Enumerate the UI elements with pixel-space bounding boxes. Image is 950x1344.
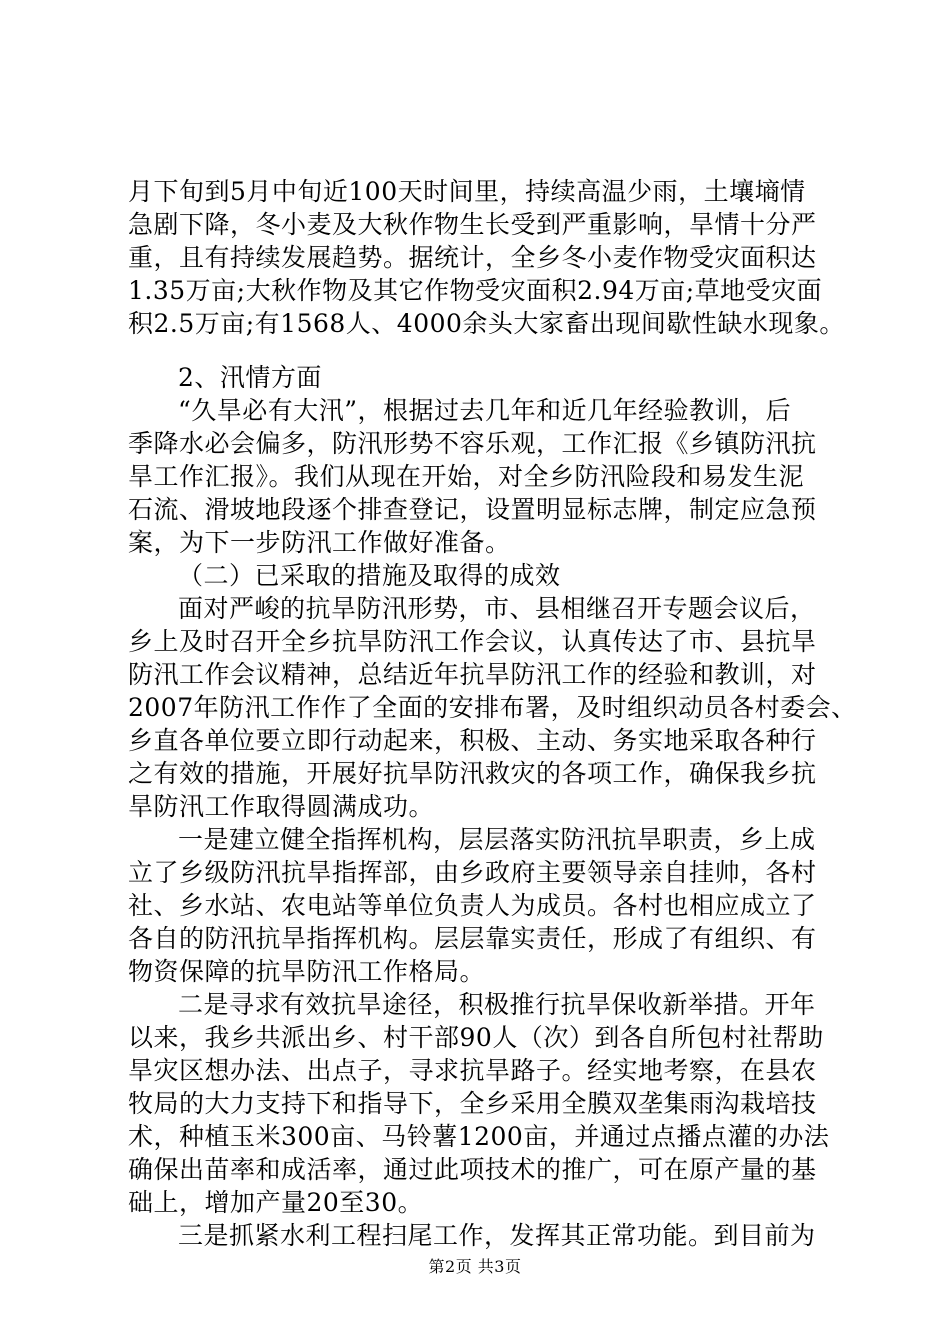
text-line: 案，为下一步防汛工作做好准备。	[128, 528, 511, 557]
text-line: 旱防汛工作取得圆满成功。	[128, 792, 435, 821]
text-line: 积2.5万亩;有1568人、4000余头大家畜出现间歇性缺水现象。	[128, 309, 845, 338]
text-line: 重，且有持续发展趋势。据统计，全乡冬小麦作物受灾面积达	[128, 243, 817, 272]
text-line: 立了乡级防汛抗旱指挥部，由乡政府主要领导亲自挂帅，各村	[128, 858, 817, 887]
text-line: 乡直各单位要立即行动起来，积极、主动、务实地采取各种行	[128, 726, 817, 755]
text-line: 一是建立健全指挥机构，层层落实防汛抗旱职责，乡上成	[178, 825, 816, 854]
section-heading: 2、汛情方面	[178, 363, 322, 392]
text-line: 月下旬到5月中旬近100天时间里，持续高温少雨，土壤墒情	[128, 177, 806, 206]
text-line: 1.35万亩;大秋作物及其它作物受灾面积2.94万亩;草地受灾面	[128, 276, 823, 305]
text-line: 物资保障的抗旱防汛工作格局。	[128, 957, 486, 986]
text-line: 之有效的措施，开展好抗旱防汛救灾的各项工作，确保我乡抗	[128, 759, 817, 788]
text-line: 季降水必会偏多，防汛形势不容乐观，工作汇报《乡镇防汛抗	[128, 429, 817, 458]
text-line: 面对严峻的抗旱防汛形势，市、县相继召开专题会议后，	[178, 594, 816, 623]
text-line: 社、乡水站、农电站等单位负责人为成员。各村也相应成立了	[128, 891, 817, 920]
text-line: 以来，我乡共派出乡、村干部90人（次）到各自所包村社帮助	[128, 1023, 824, 1052]
text-line: 急剧下降，冬小麦及大秋作物生长受到严重影响，旱情十分严	[128, 210, 817, 239]
text-line: 石流、滑坡地段逐个排查登记，设置明显标志牌，制定应急预	[128, 495, 817, 524]
text-line: 2007年防汛工作作了全面的安排布署，及时组织动员各村委会、	[128, 693, 857, 722]
text-line: 防汛工作会议精神，总结近年抗旱防汛工作的经验和教训，对	[128, 660, 817, 689]
text-line: “久旱必有大汛”，根据过去几年和近几年经验教训，后	[178, 396, 792, 425]
text-line: 旱工作汇报》。我们从现在开始，对全乡防汛险段和易发生泥	[128, 462, 805, 491]
text-line: 旱灾区想办法、出点子，寻求抗旱路子。经实地考察，在县农	[128, 1056, 817, 1085]
text-line: 各自的防汛抗旱指挥机构。层层靠实责任，形成了有组织、有	[128, 924, 817, 953]
section-heading: （二）已采取的措施及取得的成效	[178, 561, 561, 590]
text-line: 牧局的大力支持下和指导下，全乡采用全膜双垄集雨沟栽培技	[128, 1089, 817, 1118]
text-line: 乡上及时召开全乡抗旱防汛工作会议，认真传达了市、县抗旱	[128, 627, 817, 656]
text-line: 础上，增加产量20至30。	[128, 1188, 424, 1217]
text-line: 确保出苗率和成活率，通过此项技术的推广，可在原产量的基	[128, 1155, 817, 1184]
text-line: 术，种植玉米300亩、马铃薯1200亩，并通过点播点灌的办法	[128, 1122, 830, 1151]
text-line: 二是寻求有效抗旱途径，积极推行抗旱保收新举措。开年	[178, 990, 816, 1019]
page-footer: 第2页 共3页	[428, 1257, 522, 1276]
text-line: 三是抓紧水利工程扫尾工作，发挥其正常功能。到目前为	[178, 1221, 816, 1250]
